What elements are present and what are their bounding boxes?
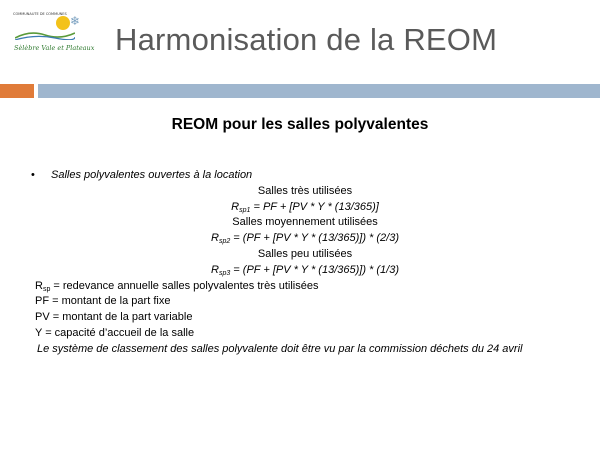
note-text: Le système de classement des salles polyvalente doit être vu par la commission déchets du 24 avril bbox=[37, 342, 523, 355]
definition-pv: PV = montant de la part variable bbox=[35, 311, 193, 324]
content-body bbox=[31, 168, 575, 358]
accent-bar-orange bbox=[0, 84, 34, 98]
category-label-2: Salles moyennement utilisées bbox=[232, 216, 378, 229]
bullet-text: Salles polyvalentes ouvertes à la location bbox=[51, 169, 253, 181]
logo-small-text: COMMUNAUTE DE COMMUNES bbox=[13, 12, 67, 16]
definition-r: $R_{sp}$ = redevance annuelle salles polyvalentes très utilisées bbox=[35, 279, 319, 293]
snowflake-icon: ❄ bbox=[70, 14, 81, 28]
logo-text: Sèlèbre Vale et Plateaux bbox=[14, 44, 95, 52]
accent-bar-blue bbox=[38, 84, 600, 98]
bullet-dot-icon: • bbox=[31, 169, 35, 181]
definition-pf: PF = montant de la part fixe bbox=[35, 295, 171, 308]
hills-icon bbox=[15, 28, 75, 40]
logo bbox=[10, 10, 95, 58]
formula-2: $R_{sp2} = (PF + [PV * Y * (13/365)]) * (2/3)$ bbox=[211, 232, 399, 246]
bullet-item bbox=[31, 168, 575, 184]
formula-1: $R_{sp1}$ = PF + [PV * Y * (13/365)] bbox=[231, 200, 379, 214]
category-label-1: Salles très utilisées bbox=[257, 184, 353, 197]
section-heading: REOM pour les salles polyvalentes bbox=[171, 116, 429, 133]
category-label-3: Salles peu utilisées bbox=[257, 247, 353, 260]
page-title: Harmonisation de la REOM bbox=[115, 22, 498, 57]
formula-3: $R_{sp3} = (PF + [PV * Y * (13/365)]) * (1/3)$ bbox=[211, 263, 399, 277]
definition-y: Y = capacité d’accueil de la salle bbox=[35, 326, 195, 339]
